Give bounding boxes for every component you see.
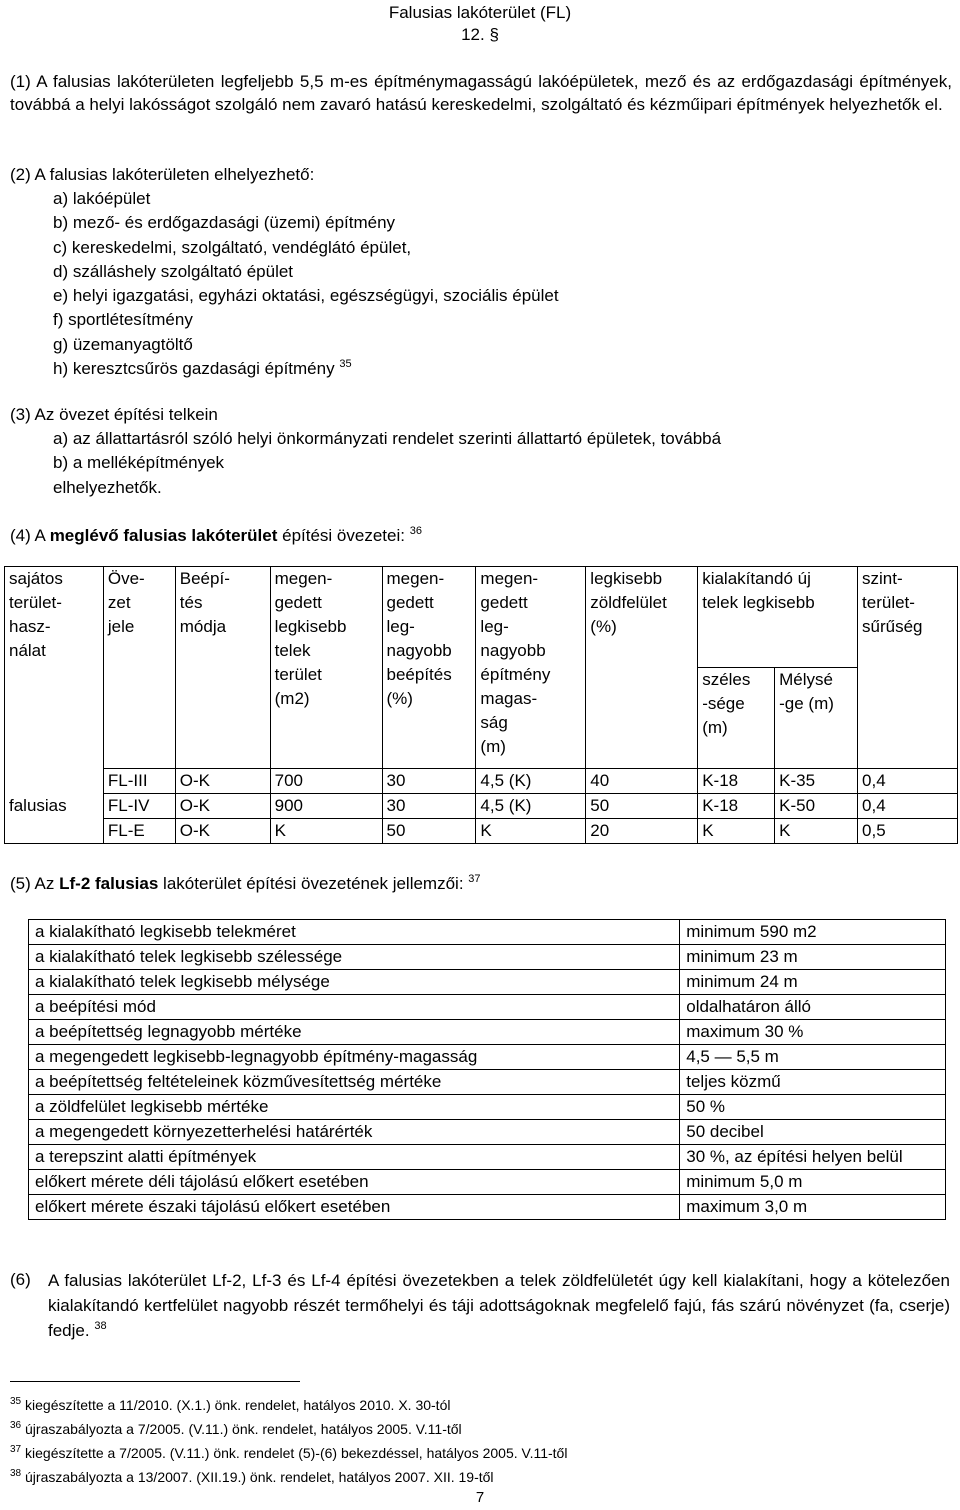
row-label-falusias: falusias bbox=[5, 769, 104, 844]
table-cell: minimum 23 m bbox=[680, 945, 946, 970]
paragraph-6 bbox=[10, 1268, 950, 1343]
table-cell: 20 bbox=[586, 819, 698, 844]
table-cell: a megengedett környezetterhelési határérték bbox=[29, 1120, 680, 1145]
header-line: széles bbox=[702, 670, 751, 689]
header-line: zöldfelület bbox=[590, 593, 667, 612]
table-cell: FL-E bbox=[103, 819, 175, 844]
header-line: tés bbox=[179, 593, 203, 612]
table-row bbox=[29, 1170, 946, 1195]
list-item: a) az állattartásról szóló helyi önkormányzati rendelet szerinti állattartó épületek, továbbá bbox=[53, 429, 722, 448]
list-item bbox=[53, 357, 559, 381]
header-line: gedett bbox=[386, 593, 434, 612]
table-cell: 40 bbox=[586, 769, 698, 794]
header-line: Beépí- bbox=[179, 569, 230, 588]
list-item: b) a melléképítmények bbox=[53, 453, 225, 473]
header-line: legkisebb bbox=[590, 569, 663, 588]
table-cell: a beépítettség legnagyobb mértéke bbox=[29, 1020, 680, 1045]
table-cell: K-50 bbox=[775, 794, 858, 819]
header-line: ság bbox=[480, 713, 508, 732]
list-item: e) helyi igazgatási, egyházi oktatási, egészségügyi, szociális épület bbox=[53, 286, 559, 306]
paragraph-5 bbox=[10, 872, 952, 895]
table-cell: 4,5 — 5,5 m bbox=[680, 1045, 946, 1070]
footnote-ref: 37 bbox=[468, 873, 481, 885]
header-line: nagyobb bbox=[386, 641, 452, 660]
p4-text: (4) A bbox=[10, 526, 50, 545]
paragraph-4 bbox=[10, 524, 952, 547]
table-cell: K-18 bbox=[698, 769, 775, 794]
table-cell: O-K bbox=[175, 769, 270, 794]
header-max-coverage bbox=[382, 567, 476, 769]
p5-text: lakóterület építési övezetének jellemzői: bbox=[158, 874, 464, 893]
table-row bbox=[29, 1095, 946, 1120]
header-line: (m) bbox=[480, 737, 506, 756]
p6-body bbox=[48, 1268, 950, 1343]
header-line: sajátos bbox=[9, 569, 63, 588]
footnote-ref: 35 bbox=[339, 358, 352, 371]
header-width bbox=[698, 668, 775, 769]
table-cell: FL-IV bbox=[103, 794, 175, 819]
footnote-36 bbox=[10, 1421, 462, 1437]
list-item: b) mező- és erdőgazdasági (üzemi) építmény bbox=[53, 213, 396, 233]
header-line: legkisebb bbox=[274, 617, 347, 636]
table-cell: 4,5 (K) bbox=[476, 794, 586, 819]
table-cell: 900 bbox=[270, 794, 382, 819]
table-cell: a kialakítható telek legkisebb szélessége bbox=[29, 945, 680, 970]
table-row bbox=[29, 1120, 946, 1145]
p6-text: A falusias lakóterület Lf-2, Lf-3 és Lf-4 építési övezetekben a telek zöldfelületét úgy kell kialakítani, hogy a kötelezően kialakítandó kertfelület nagyobb részét termőhelyi és táji adottságoknak megfelelő fajú, fás szárú növényzet (fa, cserje) fedje. bbox=[48, 1271, 950, 1340]
footnote-number: 38 bbox=[10, 1468, 22, 1479]
p5-text: (5) Az bbox=[10, 874, 60, 893]
list-item: c) kereskedelmi, szolgáltató, vendéglátó épület, bbox=[53, 237, 412, 257]
table-row bbox=[29, 945, 946, 970]
header-line: beépítés bbox=[386, 665, 452, 684]
list-item: d) szálláshely szolgáltató épület bbox=[53, 261, 294, 281]
table-cell: 30 bbox=[382, 769, 476, 794]
footnote-text: kiegészítette a 7/2005. (V.11.) önk. rendelet (5)-(6) bekezdéssel, hatályos 2005. V.11-től bbox=[25, 1445, 568, 1461]
header-line: jele bbox=[107, 617, 135, 636]
header-line: -sége bbox=[702, 694, 745, 713]
list-item-text: h) keresztcsűrös gazdasági építmény bbox=[53, 359, 335, 379]
footnote-number: 35 bbox=[10, 1396, 22, 1407]
table-cell: 0,4 bbox=[858, 794, 958, 819]
header-line: megen- bbox=[480, 569, 539, 588]
lf2-characteristics-table bbox=[28, 919, 946, 1220]
header-line: (m) bbox=[702, 718, 728, 737]
paragraph-3-list bbox=[53, 427, 721, 500]
table-cell: K bbox=[698, 819, 775, 844]
header-line: kialakítandó új bbox=[702, 569, 811, 588]
header-line: szint- bbox=[862, 569, 903, 588]
header-line: gedett bbox=[274, 593, 322, 612]
table-cell: 50 bbox=[382, 819, 476, 844]
footnote-text: kiegészítette a 11/2010. (X.1.) önk. rendelet, hatályos 2010. X. 30-tól bbox=[25, 1397, 451, 1413]
p4-bold: meglévő falusias lakóterület bbox=[49, 526, 278, 545]
p6-number: (6) bbox=[10, 1270, 31, 1289]
table-cell: 4,5 (K) bbox=[476, 769, 586, 794]
table-cell: 30 %, az építési helyen belül bbox=[680, 1145, 946, 1170]
header-line: -ge (m) bbox=[779, 694, 834, 713]
title-text: Falusias lakóterület (FL) bbox=[388, 3, 572, 22]
header-building-mode bbox=[175, 567, 270, 769]
footnote-38 bbox=[10, 1469, 494, 1485]
table-row bbox=[29, 1195, 946, 1220]
footnote-number: 36 bbox=[10, 1420, 22, 1431]
zoning-table bbox=[4, 566, 958, 844]
header-line: nagyobb bbox=[480, 641, 546, 660]
header-line: nálat bbox=[9, 641, 46, 660]
table-cell: maximum 3,0 m bbox=[680, 1195, 946, 1220]
p5-bold: Lf-2 falusias bbox=[59, 874, 159, 893]
header-line: (m2) bbox=[274, 689, 310, 708]
header-line: módja bbox=[179, 617, 227, 636]
header-line: telek legkisebb bbox=[702, 593, 815, 612]
table-cell: 0,5 bbox=[858, 819, 958, 844]
table-row bbox=[29, 920, 946, 945]
p4-text: építési övezetei: bbox=[277, 526, 405, 545]
footnote-37 bbox=[10, 1445, 567, 1461]
table-cell: O-K bbox=[175, 794, 270, 819]
footnote-ref: 36 bbox=[409, 525, 422, 537]
footnote-text: újraszabályozta a 7/2005. (V.11.) önk. rendelet, hatályos 2005. V.11-től bbox=[25, 1421, 462, 1437]
header-line: (%) bbox=[590, 617, 617, 636]
table-cell: a kialakítható telek legkisebb mélysége bbox=[29, 970, 680, 995]
header-min-green bbox=[586, 567, 698, 769]
table-cell: K-18 bbox=[698, 794, 775, 819]
table-cell: minimum 5,0 m bbox=[680, 1170, 946, 1195]
header-max-height bbox=[476, 567, 586, 769]
table-cell: a zöldfelület legkisebb mértéke bbox=[29, 1095, 680, 1120]
table-cell: teljes közmű bbox=[680, 1070, 946, 1095]
header-line: zet bbox=[107, 593, 131, 612]
footnote-divider bbox=[10, 1381, 300, 1382]
table-row bbox=[29, 995, 946, 1020]
header-line: leg- bbox=[386, 617, 415, 636]
header-zone-code bbox=[103, 567, 175, 769]
table-cell: 700 bbox=[270, 769, 382, 794]
table-cell: maximum 30 % bbox=[680, 1020, 946, 1045]
table-cell: K bbox=[270, 819, 382, 844]
table-cell: 0,4 bbox=[858, 769, 958, 794]
section-number: 12. § bbox=[461, 25, 499, 44]
table-row bbox=[29, 1145, 946, 1170]
footnote-number: 37 bbox=[10, 1444, 22, 1455]
table-cell: K-35 bbox=[775, 769, 858, 794]
paragraph-2-list bbox=[53, 187, 559, 381]
table-cell: a terepszint alatti építmények bbox=[29, 1145, 680, 1170]
header-line: telek bbox=[274, 641, 311, 660]
page-number: 7 bbox=[475, 1489, 485, 1506]
header-line: Mélysé bbox=[779, 670, 833, 689]
table-row bbox=[29, 1045, 946, 1070]
footnote-text: újraszabályozta a 13/2007. (XII.19.) önk. rendelet, hatályos 2007. XII. 19-től bbox=[25, 1469, 494, 1485]
table-cell: a megengedett legkisebb-legnagyobb építmény-magasság bbox=[29, 1045, 680, 1070]
table-cell: 30 bbox=[382, 794, 476, 819]
table-cell: O-K bbox=[175, 819, 270, 844]
list-item: g) üzemanyagtöltő bbox=[53, 334, 193, 354]
header-line: megen- bbox=[274, 569, 333, 588]
table-cell: minimum 24 m bbox=[680, 970, 946, 995]
table-cell: a beépítési mód bbox=[29, 995, 680, 1020]
table-cell: minimum 590 m2 bbox=[680, 920, 946, 945]
header-line: megen- bbox=[386, 569, 445, 588]
table-cell: K bbox=[476, 819, 586, 844]
paragraph-1: (1) A falusias lakóterületen legfeljebb 5,5 m-es építménymagasságú lakóépületek, mező és az erdőgazdasági építmények, továbbá a helyi lakósságot szolgáló nem zavaró hatású kereskedelmi, szolgáltató és kézműipari építmények helyezhetők el. bbox=[10, 72, 952, 114]
table-cell: 50 bbox=[586, 794, 698, 819]
table-row bbox=[29, 970, 946, 995]
header-line: hasz- bbox=[9, 617, 51, 636]
header-line: terület- bbox=[9, 593, 62, 612]
table-cell: K bbox=[775, 819, 858, 844]
footnote-ref: 38 bbox=[94, 1320, 107, 1332]
header-floor-area-density bbox=[858, 567, 958, 769]
header-new-plot bbox=[698, 567, 858, 668]
header-line: Öve- bbox=[107, 569, 145, 588]
table-cell: előkert mérete északi tájolású előkert esetében bbox=[29, 1195, 680, 1220]
header-line: magas- bbox=[480, 689, 538, 708]
table-cell: 50 decibel bbox=[680, 1120, 946, 1145]
table-cell: a kialakítható legkisebb telekméret bbox=[29, 920, 680, 945]
header-line: leg- bbox=[480, 617, 509, 636]
table-cell: FL-III bbox=[103, 769, 175, 794]
header-line: terület bbox=[274, 665, 322, 684]
header-depth bbox=[775, 668, 858, 769]
table-cell: 50 % bbox=[680, 1095, 946, 1120]
header-line: gedett bbox=[480, 593, 528, 612]
list-item: f) sportlétesítmény bbox=[53, 310, 193, 330]
footnote-35 bbox=[10, 1397, 450, 1413]
table-row bbox=[29, 1020, 946, 1045]
table-cell: a beépítettség feltételeinek közművesítettség mértéke bbox=[29, 1070, 680, 1095]
header-line: (%) bbox=[386, 689, 413, 708]
list-item: a) lakóépület bbox=[53, 189, 151, 208]
header-land-use bbox=[5, 567, 104, 769]
header-line: sűrűség bbox=[862, 617, 923, 636]
table-row bbox=[29, 1070, 946, 1095]
table-cell: előkert mérete déli tájolású előkert esetében bbox=[29, 1170, 680, 1195]
list-item: elhelyezhetők. bbox=[53, 477, 162, 497]
paragraph-2-intro: (2) A falusias lakóterületen elhelyezhető: bbox=[10, 165, 315, 184]
paragraph-3-intro: (3) Az övezet építési telkein bbox=[10, 405, 218, 424]
page-title bbox=[0, 2, 960, 46]
header-line: terület- bbox=[862, 593, 915, 612]
header-min-plot-area bbox=[270, 567, 382, 769]
header-line: építmény bbox=[480, 665, 551, 684]
table-cell: oldalhatáron álló bbox=[680, 995, 946, 1020]
